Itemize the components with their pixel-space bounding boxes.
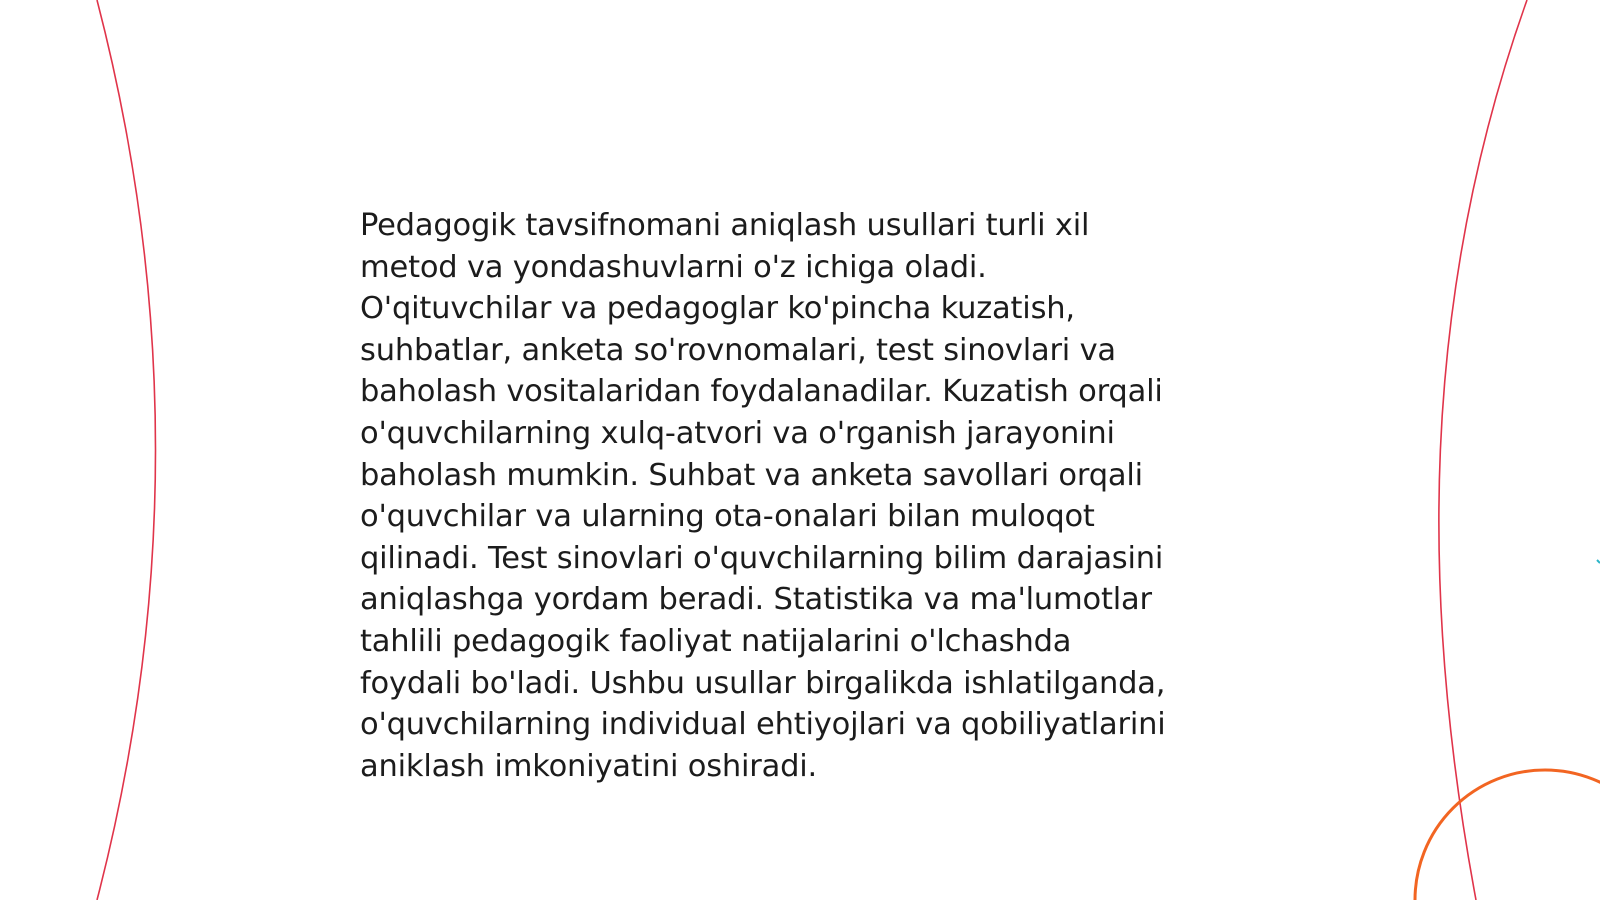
- text-line: metod va yondashuvlarni o'z ichiga oladi.: [360, 249, 987, 285]
- left-red-curve: [97, 0, 156, 900]
- text-line: tahlili pedagogik faoliyat natijalarini o'lchashda: [360, 623, 1072, 659]
- text-line: o'quvchilarning xulq-atvori va o'rganish jarayonini: [360, 415, 1115, 451]
- text-line: baholash mumkin. Suhbat va anketa savollari orqali: [360, 457, 1143, 493]
- text-line: baholash vositalaridan foydalanadilar. Kuzatish orqali: [360, 374, 1163, 410]
- body-paragraph: [360, 205, 1240, 787]
- orange-circle-arc: [1415, 770, 1600, 900]
- right-red-curve: [1439, 0, 1527, 900]
- text-line: o'quvchilarning individual ehtiyojlari va qobiliyatlarini: [360, 707, 1166, 743]
- text-line: O'qituvchilar va pedagoglar ko'pincha kuzatish,: [360, 291, 1075, 327]
- text-line: aniqlashga yordam beradi. Statistika va ma'lumotlar: [360, 582, 1152, 618]
- text-line: o'quvchilar va ularning ota-onalari bilan muloqot: [360, 499, 1095, 535]
- text-line: suhbatlar, anketa so'rovnomalari, test sinovlari va: [360, 332, 1116, 368]
- text-line: aniklash imkoniyatini oshiradi.: [360, 748, 818, 784]
- text-line: qilinadi. Test sinovlari o'quvchilarning bilim darajasini: [360, 540, 1164, 576]
- text-line: foydali bo'ladi. Ushbu usullar birgalikda ishlatilganda,: [360, 665, 1166, 701]
- text-line: Pedagogik tavsifnomani aniqlash usullari turli xil: [360, 208, 1090, 243]
